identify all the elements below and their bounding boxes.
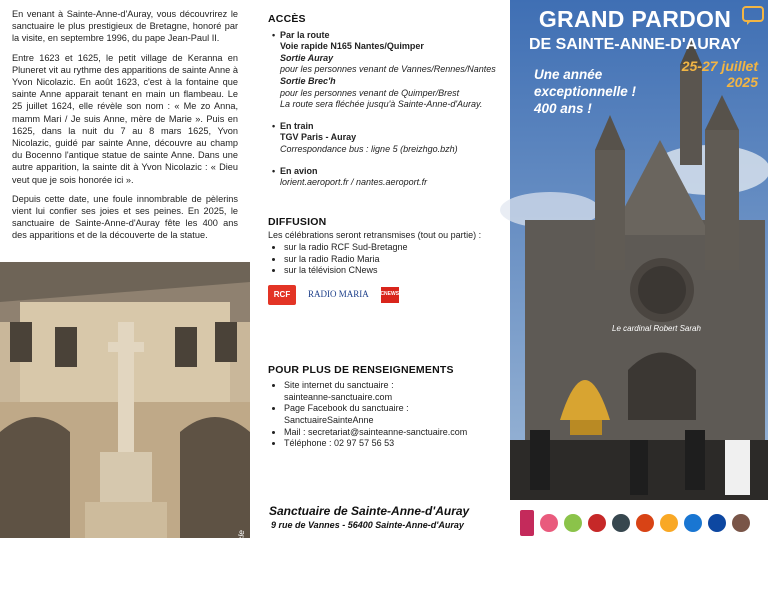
train-bus: Correspondance bus : ligne 5 (breizhgo.bzh) xyxy=(280,143,458,154)
road-exit-brech: Sortie Brec'h xyxy=(280,75,336,86)
road-exit-brech-note: pour les personnes venant de Quimper/Brest xyxy=(280,87,460,98)
plane-label: • En avion xyxy=(280,165,318,176)
info-mail[interactable]: • Mail : secretariat@sainteanne-sanctuaire.com xyxy=(284,427,500,439)
poster-title: GRAND PARDON xyxy=(538,6,732,32)
intro-paragraph-1: En venant à Sainte-Anne-d'Auray, vous découvrirez le sanctuaire le plus prestigieux de Bretagne, honoré par la visite, en septembre 1996, du pape Jean-Paul II. xyxy=(12,9,238,44)
road-exit-auray-note: pour les personnes venant de Vannes/Rennes/Nantes xyxy=(280,64,496,75)
poster-column xyxy=(510,0,768,538)
rcf-logo: RCF xyxy=(268,285,296,305)
poster-dates: 25-27 juillet 2025 xyxy=(681,58,758,90)
plane-airports: lorient.aeroport.fr / nantes.aeroport.fr xyxy=(280,177,428,188)
info-facebook: • Page Facebook du sanctuaire : SanctuaireSainteAnne xyxy=(284,403,500,426)
partner-logo xyxy=(588,514,606,532)
diffusion-item: • sur la télévision CNews xyxy=(284,265,500,277)
train-line: TGV Paris - Auray xyxy=(280,132,357,143)
access-plane xyxy=(268,166,500,189)
train-label: • En train xyxy=(280,120,314,131)
cloister-photo: Cloître du 17e siècle xyxy=(0,262,250,538)
diffusion-title: DIFFUSION xyxy=(268,215,327,228)
intro-paragraph-3: Depuis cette date, une foule innombrable de pèlerins vient lui confier ses joies et ses peines. En 2025, le sanctuaire de Sainte-Anne-d'Auray fête les 400 ans des apparitions et de la découverte de la statue. xyxy=(12,193,238,241)
intro-paragraph-2: Entre 1623 et 1625, le petit village de Keranna en Pluneret vit au rythme des apparitions de sainte Anne à Yvon Nicolazic. En août 1623, c'est à la fontaine que sainte Anne apparait tenant en main un flambeau. Le 25 juillet 1624, elle révèle son nom : « Me zo Anna, mamm Mari / Je suis Anne, mère de Marie ». Puis en 1625, dans la nuit du 7 au 8 mars 1625, Yvon Nicolazic, guidé par sainte Anne, découvre au champ du Bocenno l'antique statue de sainte Anne. Dans une autre apparition, la sainte dit à Yvon Nicolazic : « Dieu veut que je sois honorée ici ». xyxy=(12,52,238,185)
cnews-logo: CNEWS xyxy=(381,287,399,303)
partner-logo xyxy=(636,514,654,532)
partner-logo xyxy=(612,514,630,532)
partner-logo xyxy=(684,514,702,532)
partner-logos xyxy=(520,510,750,536)
partner-logo xyxy=(732,514,750,532)
facebook-link[interactable]: SanctuaireSainteAnne xyxy=(284,415,374,426)
intro-text xyxy=(0,0,250,242)
sanctuary-address: 9 rue de Vannes - 56400 Sainte-Anne-d'Auray xyxy=(271,520,464,530)
poster-tagline: Une année exceptionnelle ! 400 ans ! xyxy=(534,67,637,116)
road-signage: La route sera fléchée jusqu'à Sainte-Anne-d'Auray. xyxy=(280,99,483,110)
partner-logo xyxy=(708,514,726,532)
radio-maria-logo: RADIO MARIA xyxy=(308,288,369,299)
info-list xyxy=(268,380,500,450)
info-phone[interactable]: • Téléphone : 02 97 57 56 53 xyxy=(284,438,500,450)
sanctuary-logo xyxy=(520,510,534,536)
sanctuary-name: Sanctuaire de Sainte-Anne-d'Auray xyxy=(269,504,470,518)
diffusion-intro: Les célébrations seront retransmises (tout ou partie) : xyxy=(268,230,482,241)
road-route: Voie rapide N165 Nantes/Quimper xyxy=(280,41,424,52)
footer xyxy=(250,500,768,538)
media-logos xyxy=(268,283,500,307)
info-title: POUR PLUS DE RENSEIGNEMENTS xyxy=(268,363,454,376)
partner-logo xyxy=(660,514,678,532)
poster xyxy=(510,0,768,500)
diffusion-item: • sur la radio RCF Sud-Bretagne xyxy=(284,242,500,254)
access-title: ACCÈS xyxy=(268,13,306,25)
speech-bubble-icon xyxy=(742,6,764,26)
partner-logo xyxy=(564,514,582,532)
diffusion-item: • sur la radio Radio Maria xyxy=(284,254,500,266)
poster-subtitle: DE SAINTE-ANNE-D'AURAY xyxy=(528,36,742,53)
poster-photo-caption: Le cardinal Robert Sarah xyxy=(612,324,701,333)
info-site: • Site internet du sanctuaire : sainteanne-sanctuaire.com xyxy=(284,380,500,403)
diffusion-list xyxy=(268,242,500,277)
access-road xyxy=(268,30,500,111)
access-train xyxy=(268,121,500,156)
practical-info-column xyxy=(250,0,510,538)
site-link[interactable]: sainteanne-sanctuaire.com xyxy=(284,391,393,402)
road-label: • Par la route xyxy=(280,29,330,40)
partner-logo xyxy=(540,514,558,532)
intro-column xyxy=(0,0,250,608)
road-exit-auray: Sortie Auray xyxy=(280,52,334,63)
